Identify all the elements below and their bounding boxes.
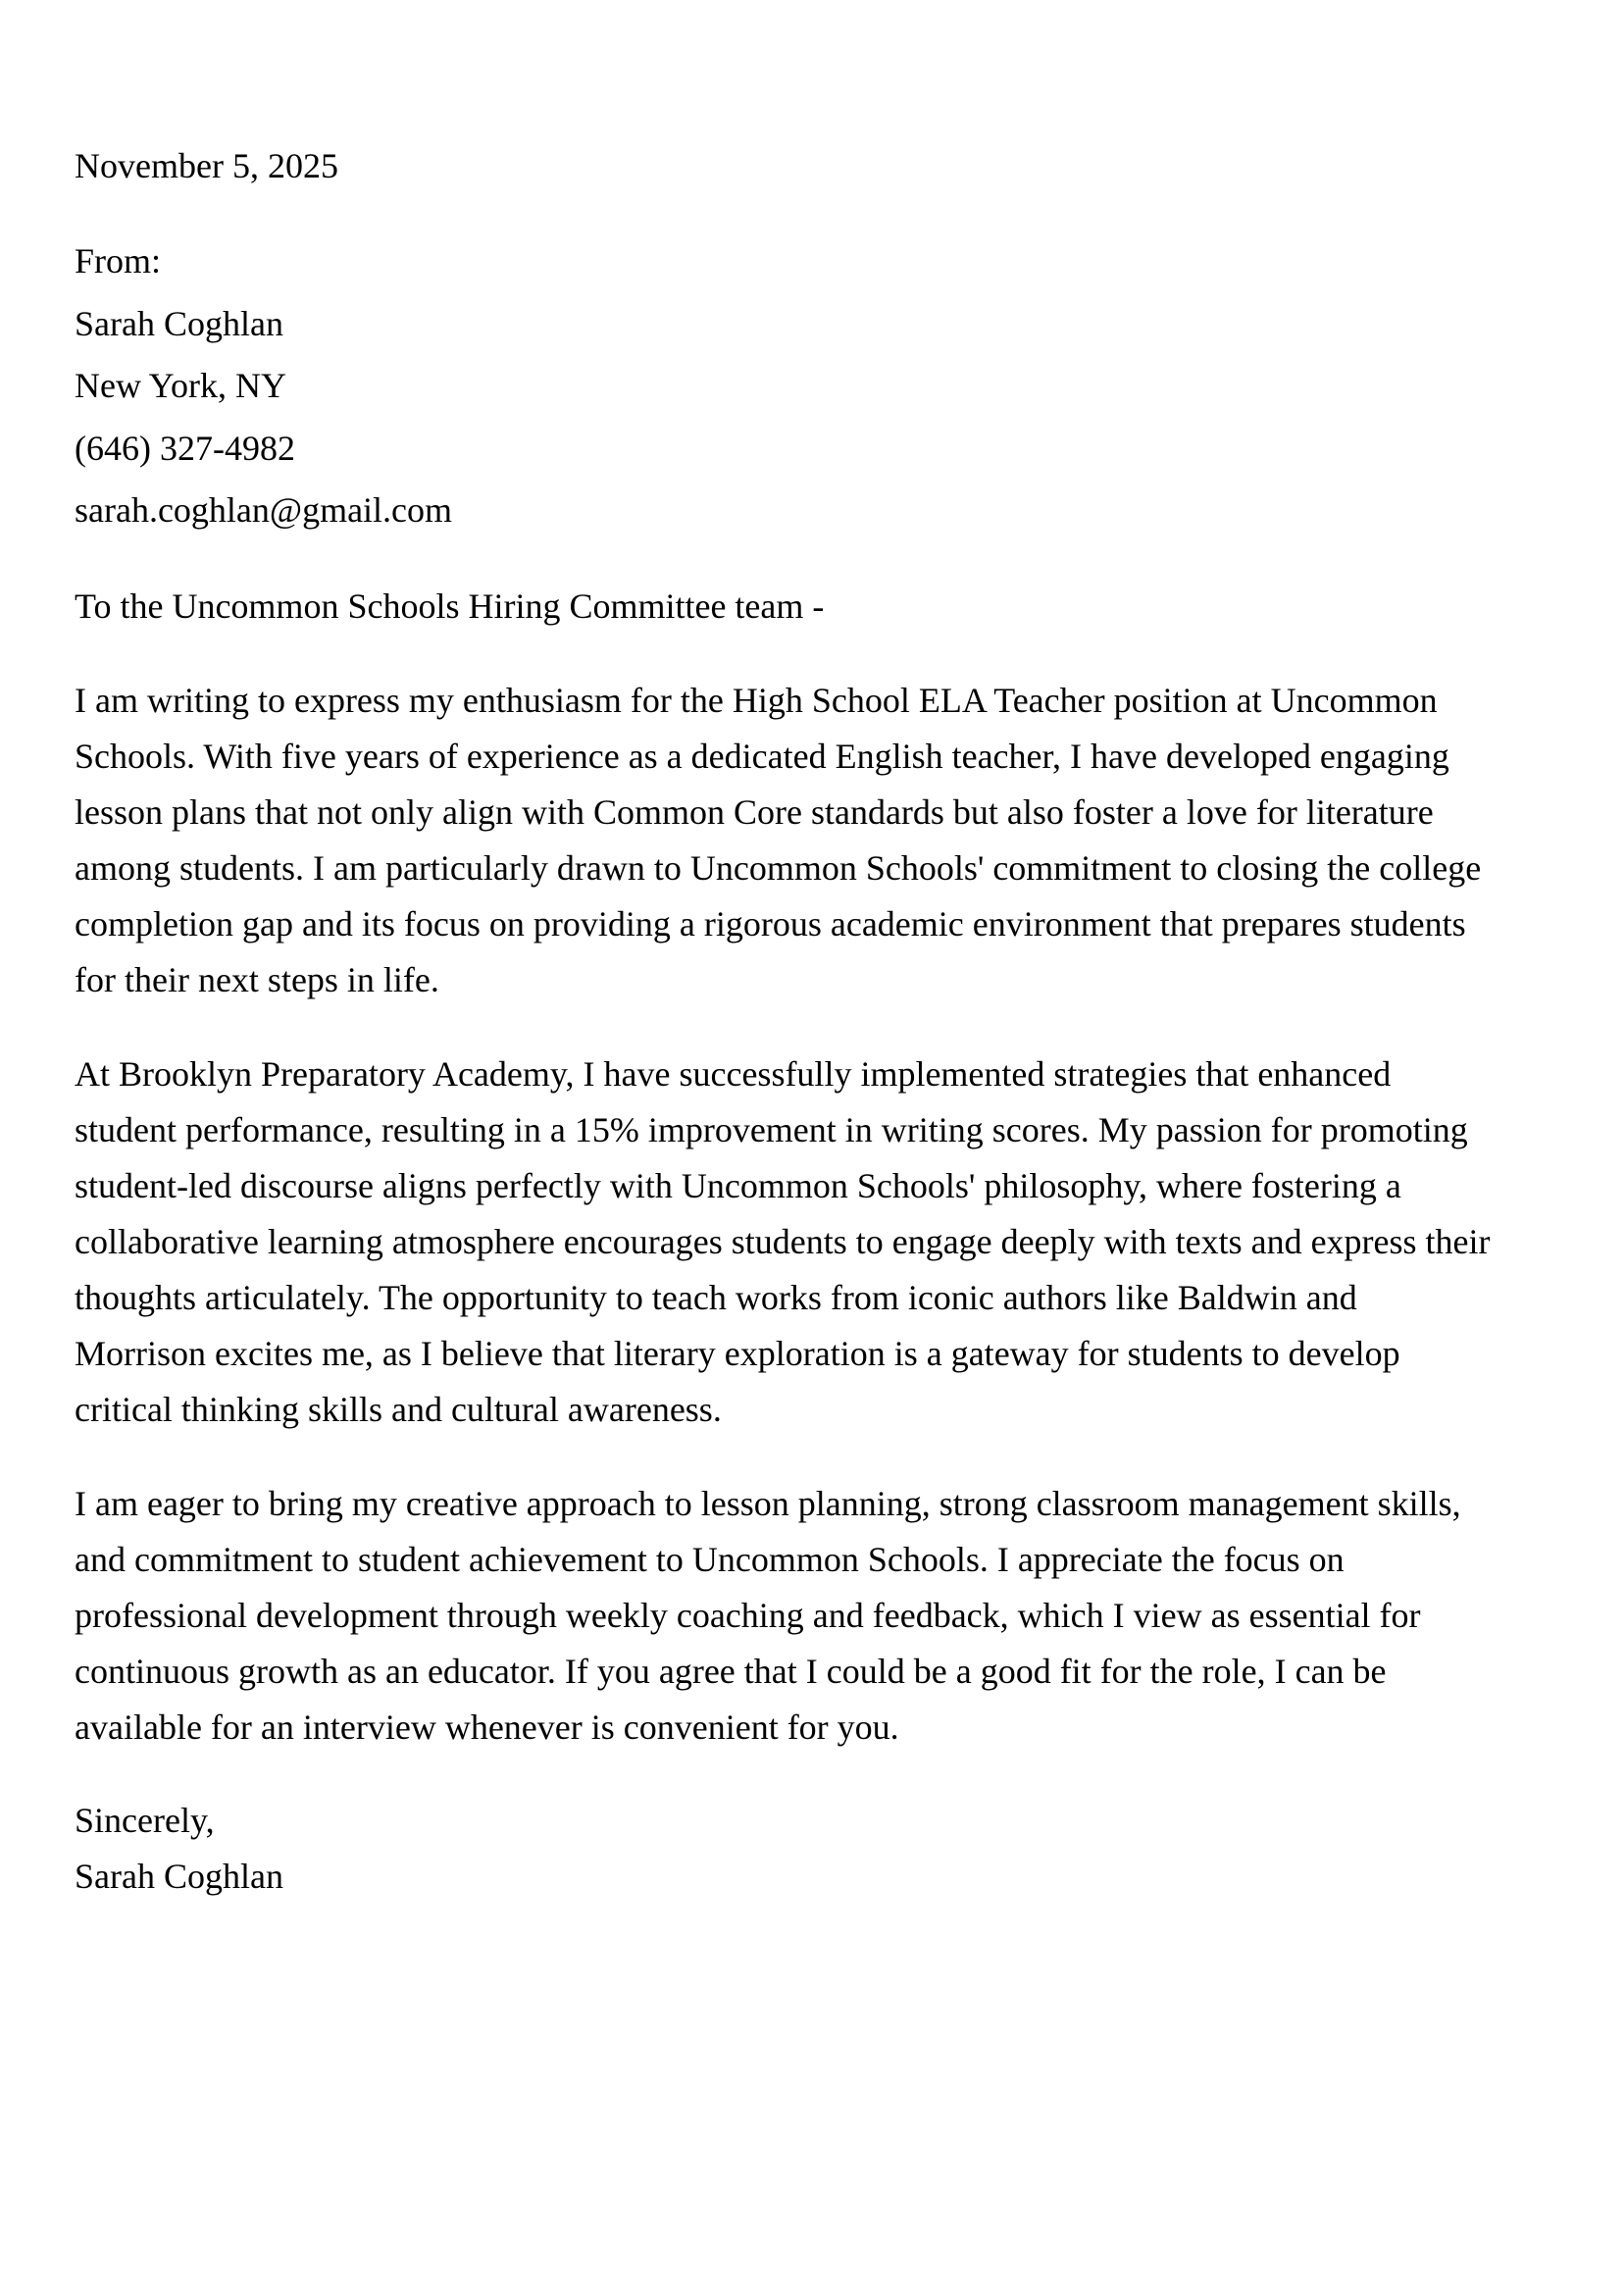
sender-block (75, 230, 1585, 542)
closing-block (75, 1793, 1585, 1905)
sender-email: sarah.coghlan@gmail.com (75, 490, 453, 530)
paragraph-line: Schools. With five years of experience as a dedicated English teacher, I have developed engaging (75, 736, 1449, 776)
body-paragraph-2 (75, 1046, 1585, 1438)
letter-body (75, 138, 1585, 1905)
sender-name: Sarah Coghlan (75, 303, 283, 343)
paragraph-line: professional development through weekly coaching and feedback, which I view as essential for (75, 1595, 1421, 1635)
paragraph-line: for their next steps in life. (75, 959, 439, 999)
body-paragraph-1 (75, 673, 1585, 1008)
paragraph-line: and commitment to student achievement to Uncommon Schools. I appreciate the focus on (75, 1539, 1345, 1579)
paragraph-line: I am writing to express my enthusiasm for the High School ELA Teacher position at Uncommon (75, 680, 1438, 720)
salutation: To the Uncommon Schools Hiring Committee team - (75, 586, 825, 626)
paragraph-line: continuous growth as an educator. If you agree that I could be a good fit for the role, I can be (75, 1651, 1387, 1691)
valediction: Sincerely, (75, 1800, 215, 1840)
signature-name: Sarah Coghlan (75, 1856, 283, 1896)
sender-label: From: (75, 241, 162, 280)
paragraph-line: student performance, resulting in a 15% improvement in writing scores. My passion for promoting (75, 1109, 1468, 1149)
paragraph-line: critical thinking skills and cultural awareness. (75, 1389, 722, 1429)
paragraph-line: student-led discourse aligns perfectly with Uncommon Schools' philosophy, where fostering a (75, 1165, 1401, 1205)
paragraph-line: among students. I am particularly drawn to Uncommon Schools' commitment to closing the college (75, 847, 1482, 888)
sender-location: New York, NY (75, 366, 287, 405)
paragraph-line: Morrison excites me, as I believe that literary exploration is a gateway for students to develop (75, 1333, 1400, 1373)
paragraph-line: lesson plans that not only align with Common Core standards but also foster a love for literature (75, 791, 1434, 832)
letter-date: November 5, 2025 (75, 146, 338, 185)
body-paragraph-3 (75, 1476, 1585, 1756)
paragraph-line: thoughts articulately. The opportunity to teach works from iconic authors like Baldwin and (75, 1277, 1357, 1317)
sender-phone: (646) 327-4982 (75, 428, 295, 468)
paragraph-line: At Brooklyn Preparatory Academy, I have successfully implemented strategies that enhanced (75, 1053, 1392, 1094)
paragraph-line: completion gap and its focus on providing a rigorous academic environment that prepares students (75, 903, 1466, 943)
paragraph-line: collaborative learning atmosphere encourages students to engage deeply with texts and express their (75, 1221, 1491, 1261)
paragraph-line: available for an interview whenever is convenient for you. (75, 1707, 899, 1747)
paragraph-line: I am eager to bring my creative approach to lesson planning, strong classroom management skills, (75, 1483, 1461, 1523)
